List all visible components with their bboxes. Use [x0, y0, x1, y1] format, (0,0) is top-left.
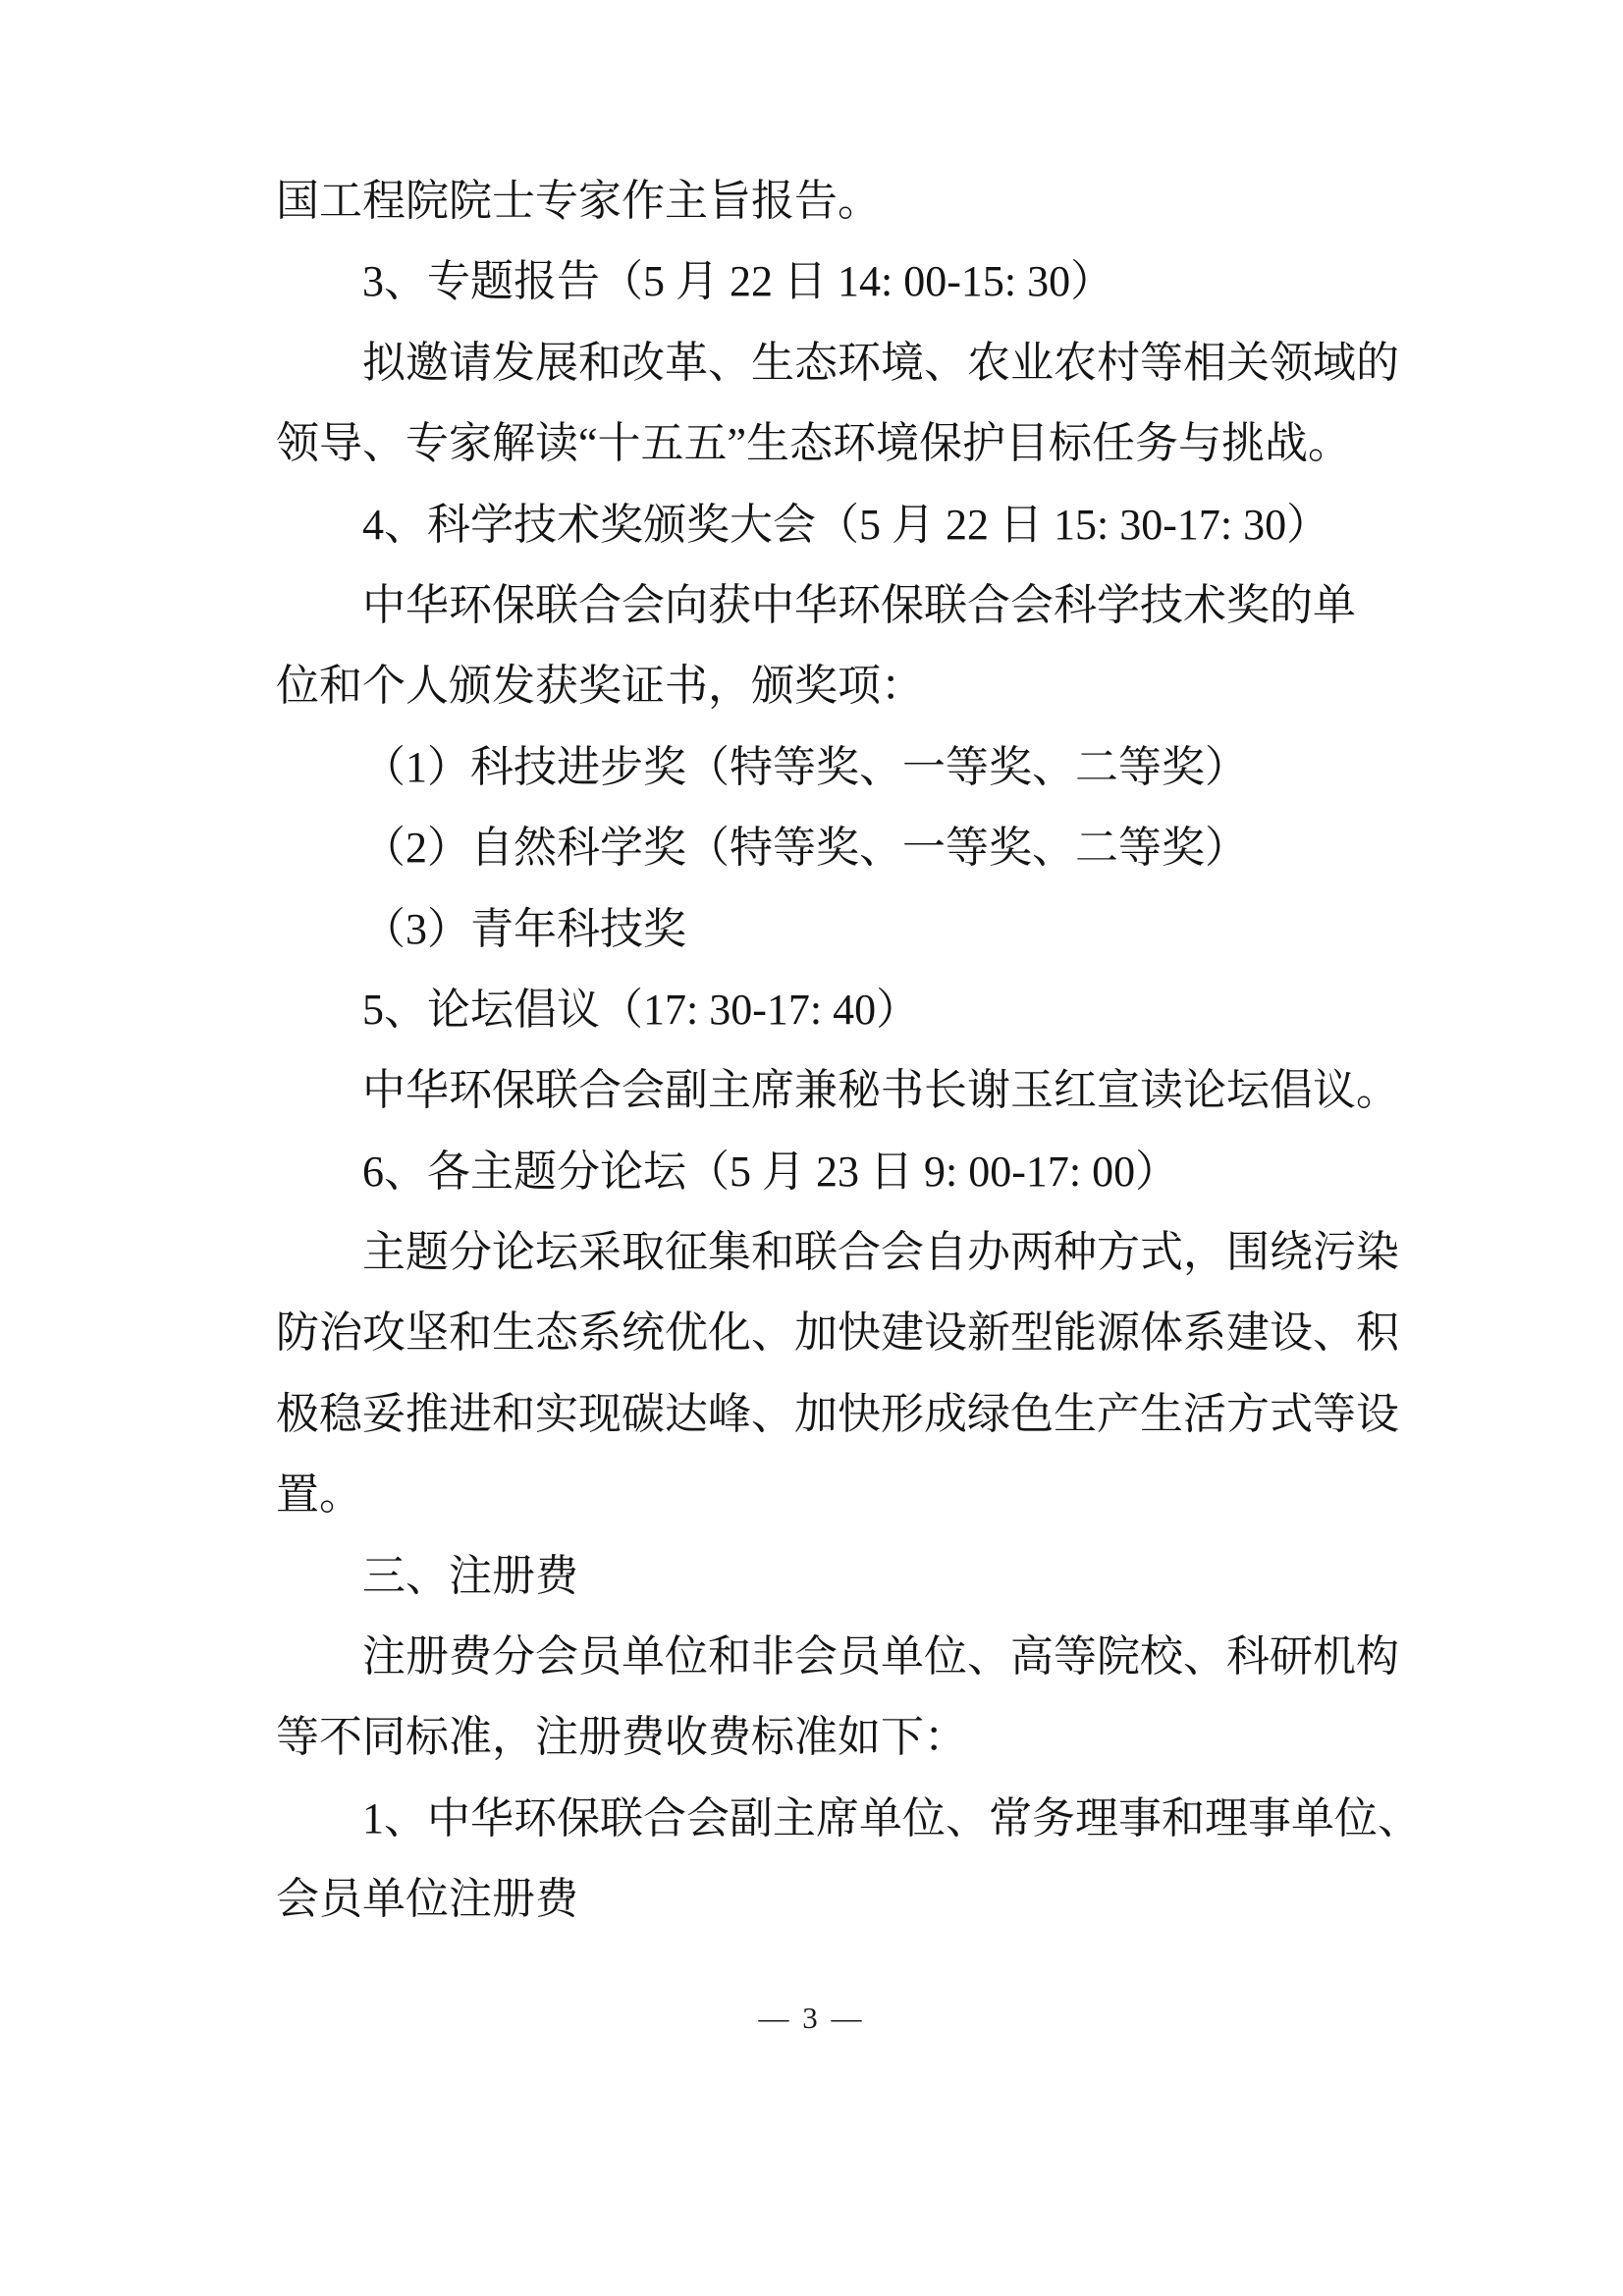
text-line: 3、专题报告（5 月 22 日 14: 00-15: 30）	[362, 257, 1114, 306]
text-line: 主题分论坛采取征集和联合会自办两种方式，围绕污染	[362, 1228, 1399, 1277]
text-line: 防治攻坚和生态系统优化、加快建设新型能源体系建设、积	[276, 1308, 1399, 1358]
text-line: 拟邀请发展和改革、生态环境、农业农村等相关领域的	[362, 338, 1399, 387]
text-line: （3）青年科技奖	[362, 904, 686, 953]
page-number: — 3 —	[758, 2001, 865, 2035]
text-line: 中华环保联合会副主席兼秘书长谢玉红宣读论坛倡议。	[362, 1066, 1399, 1115]
text-line: （2）自然科学奖（特等奖、一等奖、二等奖）	[362, 824, 1248, 873]
text-line: 领导、专家解读“十五五”生态环境保护目标任务与挑战。	[276, 419, 1352, 468]
text-line: 极稳妥推进和实现碳达峰、加快形成绿色生产生活方式等设	[276, 1389, 1399, 1438]
text-line: 国工程院院士专家作主旨报告。	[276, 177, 881, 225]
text-line: 4、科学技术奖颁奖大会（5 月 22 日 15: 30-17: 30）	[362, 500, 1330, 549]
text-line: 6、各主题分论坛（5 月 23 日 9: 00-17: 00）	[362, 1147, 1179, 1196]
section-heading: 三、注册费	[362, 1551, 578, 1600]
text-line: 1、中华环保联合会副主席单位、常务理事和理事单位、	[362, 1793, 1421, 1842]
text-line: 置。	[276, 1470, 362, 1520]
text-line: 中华环保联合会向获中华环保联合会科学技术奖的单	[362, 580, 1356, 629]
text-line: 等不同标准，注册费收费标准如下：	[276, 1713, 967, 1762]
text-line: 会员单位注册费	[276, 1875, 578, 1924]
document-body	[276, 161, 1421, 1941]
text-line: （1）科技进步奖（特等奖、一等奖、二等奖）	[362, 742, 1248, 791]
text-line: 5、论坛倡议（17: 30-17: 40）	[362, 985, 920, 1034]
text-line: 位和个人颁发获奖证书，颁奖项：	[276, 662, 924, 711]
text-line: 注册费分会员单位和非会员单位、高等院校、科研机构	[362, 1632, 1399, 1682]
